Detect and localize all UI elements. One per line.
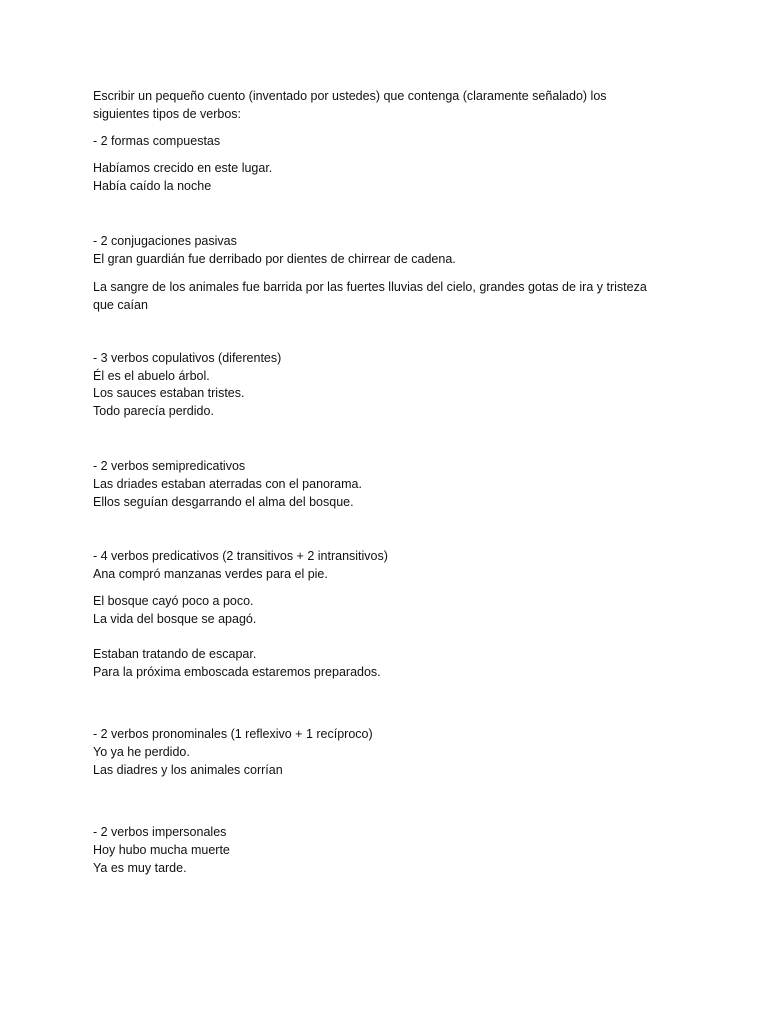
example-copulativos-1: Él es el abuelo árbol. <box>93 369 210 383</box>
example-impersonales-1: Hoy hubo mucha muerte <box>93 843 230 857</box>
example-compuestas-1: Habíamos crecido en este lugar. <box>93 161 273 175</box>
example-pasivas-2-cont: que caían <box>93 298 148 312</box>
heading-verbos-semipredicativos: - 2 verbos semipredicativos <box>93 459 246 473</box>
heading-conjugaciones-pasivas: - 2 conjugaciones pasivas <box>93 234 237 248</box>
example-predicativos-3: La vida del bosque se apagó. <box>93 612 257 626</box>
example-compuestas-2: Había caído la noche <box>93 179 212 193</box>
example-predicativos-5: Para la próxima emboscada estaremos preparados. <box>93 665 381 679</box>
example-semipredicativos-2: Ellos seguían desgarrando el alma del bosque. <box>93 495 354 509</box>
heading-formas-compuestas: - 2 formas compuestas <box>93 134 221 148</box>
instruction-line-2: siguientes tipos de verbos: <box>93 107 242 121</box>
example-pasivas-2: La sangre de los animales fue barrida por las fuertes lluvias del cielo, grandes gotas de ira y tristeza <box>93 280 647 294</box>
example-copulativos-3: Todo parecía perdido. <box>93 404 214 418</box>
example-semipredicativos-1: Las driades estaban aterradas con el panorama. <box>93 477 362 491</box>
heading-verbos-predicativos: - 4 verbos predicativos (2 transitivos + 2 intransitivos) <box>93 549 388 563</box>
example-pronominales-1: Yo ya he perdido. <box>93 745 190 759</box>
instruction-line-1: Escribir un pequeño cuento (inventado por ustedes) que contenga (claramente señalado) los <box>93 89 607 103</box>
example-predicativos-4: Estaban tratando de escapar. <box>93 647 257 661</box>
example-copulativos-2: Los sauces estaban tristes. <box>93 386 245 400</box>
example-pasivas-1: El gran guardián fue derribado por dientes de chirrear de cadena. <box>93 252 456 266</box>
example-predicativos-1: Ana compró manzanas verdes para el pie. <box>93 567 328 581</box>
example-impersonales-2: Ya es muy tarde. <box>93 861 187 875</box>
heading-verbos-impersonales: - 2 verbos impersonales <box>93 825 227 839</box>
heading-verbos-pronominales: - 2 verbos pronominales (1 reflexivo + 1 recíproco) <box>93 727 373 741</box>
example-predicativos-2: El bosque cayó poco a poco. <box>93 594 254 608</box>
heading-verbos-copulativos: - 3 verbos copulativos (diferentes) <box>93 351 282 365</box>
example-pronominales-2: Las diadres y los animales corrían <box>93 763 283 777</box>
